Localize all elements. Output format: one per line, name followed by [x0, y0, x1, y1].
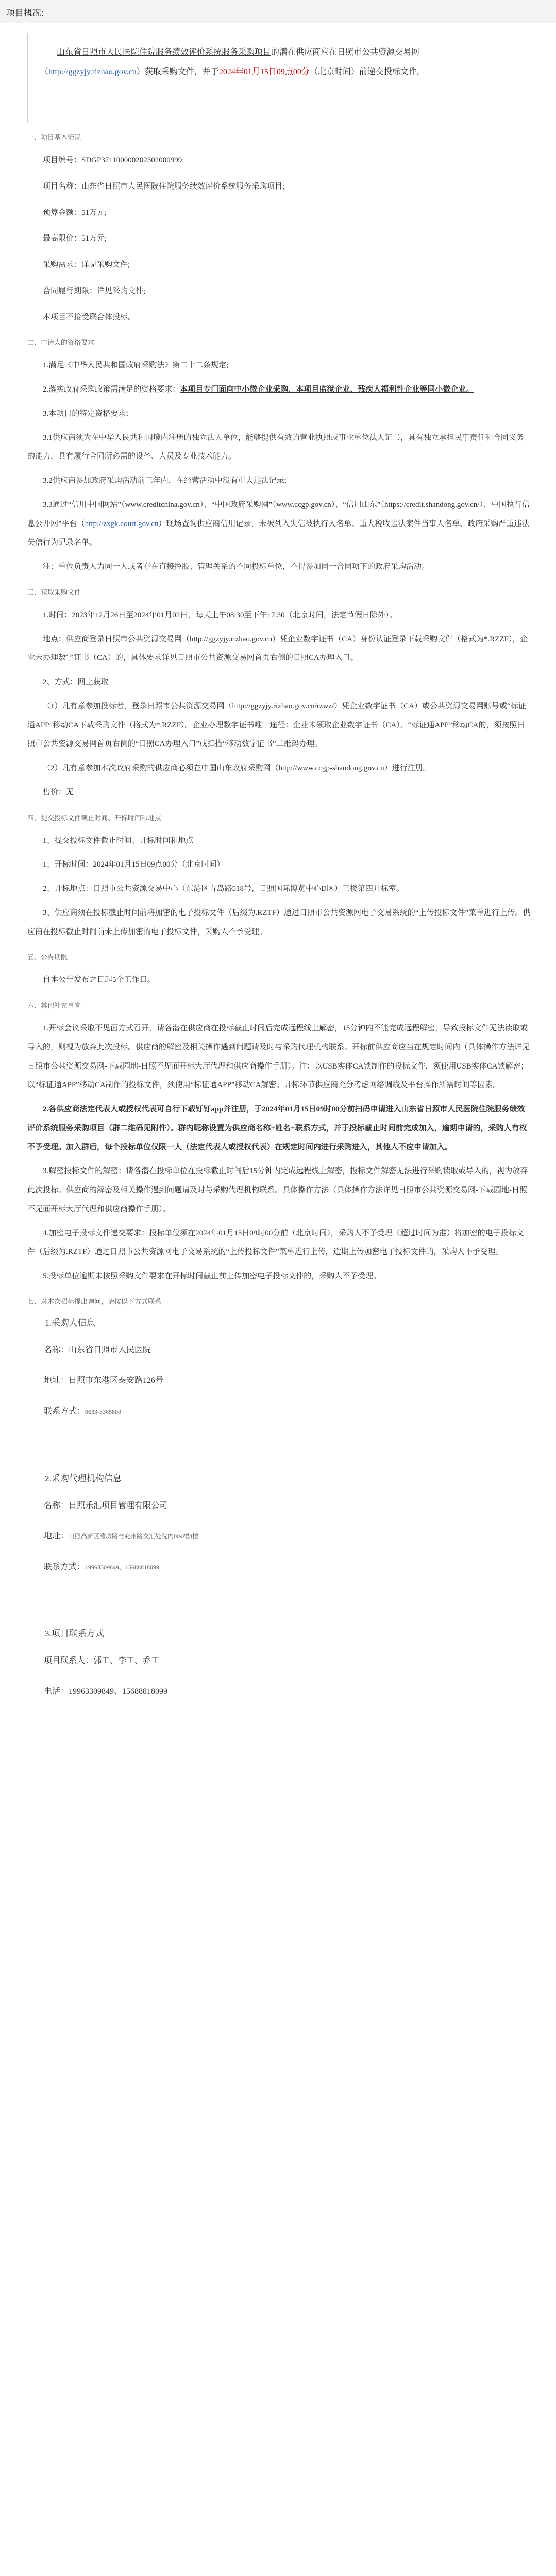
other-3: 3.解密投标文件的解密：请各潜在投标单位在投标截止时间后15分钟内完成远程线上解密，投标文件解密无法进行采购读取或导入的，视为放弃此次投标。供应商的解密及相关操作遇到问题请及时与采购代理机构联系。具体操作方法（具体操作方法详见日照市公共资源交易网-下载园地-日照不见面开标大厅代理和供应商操作手册）。 — [27, 1167, 528, 1213]
overview-project-name: 山东省日照市人民医院住院服务绩效评价系统服务采购项目 — [57, 48, 272, 57]
overview-text-part: （北京时间）前递交投标文件。 — [309, 67, 425, 77]
purchaser-phone — [27, 1405, 531, 1418]
opening-place: 2、开标地点：日照市公共资源交易中心（东港区青岛路518号，日照国际博览中心D区）三楼第四开标室。 — [43, 885, 404, 893]
submission-note: 3、供应商须在投标截止时间前将加密的电子投标文件（后缀为.RZTF）通过日照市公共资源网电子交易系统的“上传投标文件”菜单进行上传。供应商在投标截止时间前未上传加密的电子投标文件，采购人不予受理。 — [27, 908, 531, 936]
budget-amount: 预算金额：51万元; — [43, 208, 107, 217]
consortium-note: 本项目不接受联合体投标。 — [43, 313, 136, 321]
get-docs-method: 2、方式：网上获取 — [43, 678, 109, 686]
overview-deadline: 2024年01月15日09点00分 — [218, 67, 310, 77]
other-4: 4.加密电子投标文件递交要求：投标单位须在2024年01月15日09时00分前（北京时间），采购人不予受理（超过时间为准）将加密的电子投标文件（后缀为.RZTF）通过日照市公共资源网电子交易系统的“上传投标文件”菜单进行上传，逾期上传加密电子投标文件的，采购人不予受理。 — [27, 1229, 524, 1257]
qualification-3-3 — [27, 496, 531, 552]
time-text: 至 — [126, 611, 134, 619]
purchaser-name: 名称：山东省日照市人民医院 — [44, 1345, 151, 1354]
time-start-hour: 08:30 — [226, 611, 244, 619]
get-docs-note-1: （1）凡有意参加投标者，登录日照市公共资源交易网（http://ggzyjy.rizhao.gov.cn/rzwz/）凭企业数字证书（CA）或公共资源交易网账号或“标证通APP”移动CA下载采购文件（格式为*.RZZF）。企业办理数字证书唯一途径：企业未领取企业数字证书（CA）、“标证通APP”移动CA的，须按照日照市公共资源交易网首页右侧的“日照CA办理入口”或扫描“移动数字证书”二维码办理。 — [27, 702, 526, 749]
purchaser-phone-value: 0633-3365800 — [85, 1408, 122, 1415]
get-docs-time — [27, 606, 531, 625]
purchaser-phone-label: 联系方式： — [44, 1406, 86, 1416]
overview-text-part: ）获取采购文件，并于 — [136, 67, 219, 77]
project-name: 项目名称：山东省日照市人民医院住院服务绩效评价系统服务采购项目; — [43, 182, 285, 191]
purchaser-address: 地址：日照市东港区泰安路126号 — [44, 1376, 164, 1385]
section-title-qualifications: 二、申请人的资格要求 — [27, 338, 95, 347]
agency-address-value: 日照高新区潍坊路与兖州路交汇处院内004楼3楼 — [69, 1533, 199, 1540]
qualification-3-3-text: 3.3通过“信用中国网站”（www.creditchina.gov.cn）、“中国政府采购网”（www.ccgp.gov.cn）、“信用山东”（https://credit.shandong.gov.cn/）、中国执行信息公开网”平台（ — [27, 500, 530, 528]
qualification-note: 注：单位负责人为同一人或者存在直接控股、管理关系的不同投标单位，不得参加同一合同项下的政府采购活动。 — [43, 563, 430, 571]
agency-phone-label: 联系方式： — [44, 1562, 86, 1571]
agency-address — [27, 1530, 531, 1543]
qualification-3-2: 3.2供应商参加政府采购活动前三年内，在经营活动中没有重大违法记录; — [43, 477, 287, 485]
qualification-1: 1.满足《中华人民共和国政府采购法》第二十二条规定; — [43, 361, 229, 370]
contact-people: 项目联系人：郭工、李工、乔工 — [44, 1656, 160, 1666]
qualification-2-label: 2.落实政府采购政策需满足的资格要求： — [43, 385, 180, 394]
max-price: 最高限价：51万元; — [43, 234, 107, 243]
qualification-3: 3.本项目的特定资格要求： — [43, 409, 134, 418]
section-title-contacts: 七、对本次招标提出询问，请按以下方式联系 — [27, 1297, 162, 1306]
time-text: （北京时间，法定节假日除外）。 — [284, 611, 397, 619]
court-link[interactable]: http://zxgk.court.gov.cn — [85, 519, 159, 528]
get-docs-place: 地点：供应商登录日照市公共资源交易网（http://ggzyjy.rizhao.gov.cn）凭企业数字证书（CA）身份认证登录下载采购文件（格式为*.RZZF），企业未办理数字证书（CA）的，具体要求详见日照市公共资源交易网首页右侧的日照CA办理入口。 — [27, 635, 528, 663]
other-5: 5.投标单位逾期未按照采购文件要求在开标时间截止前上传加密电子投标文件的，采购人不予受理。 — [43, 1272, 381, 1280]
section-title-period: 五、公告期限 — [27, 953, 68, 961]
other-1: 1.开标会议采取不见面方式召开，请各潜在供应商在投标截止时间后完成远程线上解密，15分钟内不能完成远程解密，导致投标文件无法读取或导入的，则视为放弃此次投标。供应商的解密及相关操作遇到问题请及时与采购代理机构联系。开标前供应商应当在规定时间内（具体操作方法详见日照市公共资源交易网-下载园地-日照不见面开标大厅代理和供应商操作手册）。注：以USB实体CA锁制作的投标文件，须使用USB实体CA锁解密；以“标证通APP”移动CA制作的投标文件，须使用“标证通APP”移动CA解密。开标环节供应商充分考虑网络调线及平台操作所需时间等因素。 — [27, 1024, 530, 1090]
other-2: 2.各供应商法定代表人或授权代表可自行下载钉钉app并注册，于2024年01月15日09时00分前扫码申请进入山东省日照市人民医院住院服务绩效评价系统服务采购项目（群二维码见附件）。群内昵称设置为供应商名称+姓名+联系方式，并于投标截止时间前完成加入，逾期申请的，采购人有权不予受理。加入群后，每个投标单位仅限一人（法定代表人或授权代表）在规定时间内进行采购进入，其他人不应申请加入。 — [27, 1105, 527, 1151]
qualification-3-1: 3.1供应商须为在中华人民共和国境内注册的独立法人单位，能够提供有效的营业执照或事业单位法人证书，具有独立承担民事责任和合同义务的能力，具有履行合同所必需的设备、人员及专业技术能力。 — [27, 433, 524, 461]
agency-name: 名称：日照乐汇项目管理有限公司 — [44, 1501, 168, 1510]
overview-link[interactable]: http://ggzyjy.rizhao.gov.cn — [48, 67, 137, 77]
section-title-submission: 四、提交投标文件截止时间、开标时间和地点 — [27, 814, 162, 822]
contact-heading: 3.项目联系方式 — [45, 1629, 104, 1639]
time-end-hour: 17:30 — [267, 611, 285, 619]
section-title-other: 六、其他补充事宜 — [27, 1002, 81, 1009]
overview-header-bar — [0, 0, 556, 23]
time-text: 1.时间： — [43, 611, 72, 619]
contact-phone-label: 电话： — [44, 1687, 69, 1696]
procurement-needs: 采购需求：详见采购文件; — [43, 261, 130, 269]
main-content — [27, 132, 531, 1716]
agency-address-label: 地址： — [44, 1532, 69, 1541]
time-text: ，每天上午 — [188, 611, 227, 619]
overview-box — [27, 33, 531, 123]
announcement-period: 自本公告发布之日起5个工作日。 — [43, 976, 155, 985]
purchaser-heading: 1.采购人信息 — [45, 1317, 95, 1328]
get-docs-price: 售价：无 — [43, 788, 74, 796]
contract-term: 合同履行期限：详见采购文件; — [43, 286, 146, 295]
time-end-date: 2024年01月02日 — [133, 611, 188, 619]
contact-phone-value: 19963309849、15688818099 — [69, 1687, 168, 1696]
section-title-basic-info: 一、项目基本情况 — [27, 133, 81, 141]
overview-title: 项目概况: — [6, 8, 44, 18]
submission-sub: 1、提交投标文件截止时间、开标时间和地点 — [43, 836, 194, 845]
project-code: 项目编号：SDGP371100000202302000999; — [43, 156, 184, 164]
overview-text-part: 的潜在供应商应在日照市公共资源交易网（ — [40, 48, 420, 77]
time-start-date: 2023年12月26日 — [72, 611, 126, 619]
get-docs-note-2: （2）凡有意参加本次政府采购的供应商必须在中国山东政府采购网（http://www.ccgp-shandong.gov.cn）进行注册。 — [43, 764, 431, 772]
qualification-3-3-text: ）现场查询供应商信用记录，未被列入失信被执行人名单、重大税收违法案件当事人名单、政府采购严重违法失信行为记录名单。 — [27, 519, 530, 547]
contact-phone — [27, 1685, 531, 1699]
time-text: 至下午 — [244, 611, 267, 619]
agency-heading: 2.采购代理机构信息 — [45, 1473, 122, 1483]
agency-phone — [27, 1561, 531, 1574]
overview-text — [40, 43, 518, 82]
section-title-get-docs: 三、获取采购文件 — [27, 588, 81, 596]
qualification-2-policy: 本项目专门面向中小微企业采购，本项目监狱企业、残疾人福利性企业等同小微企业。 — [180, 385, 474, 394]
opening-time: 1、开标时间：2024年01月15日09点00分（北京时间） — [43, 860, 225, 869]
agency-phone-value: 19963309849、15688818099 — [85, 1563, 160, 1571]
qualification-2 — [27, 380, 531, 399]
